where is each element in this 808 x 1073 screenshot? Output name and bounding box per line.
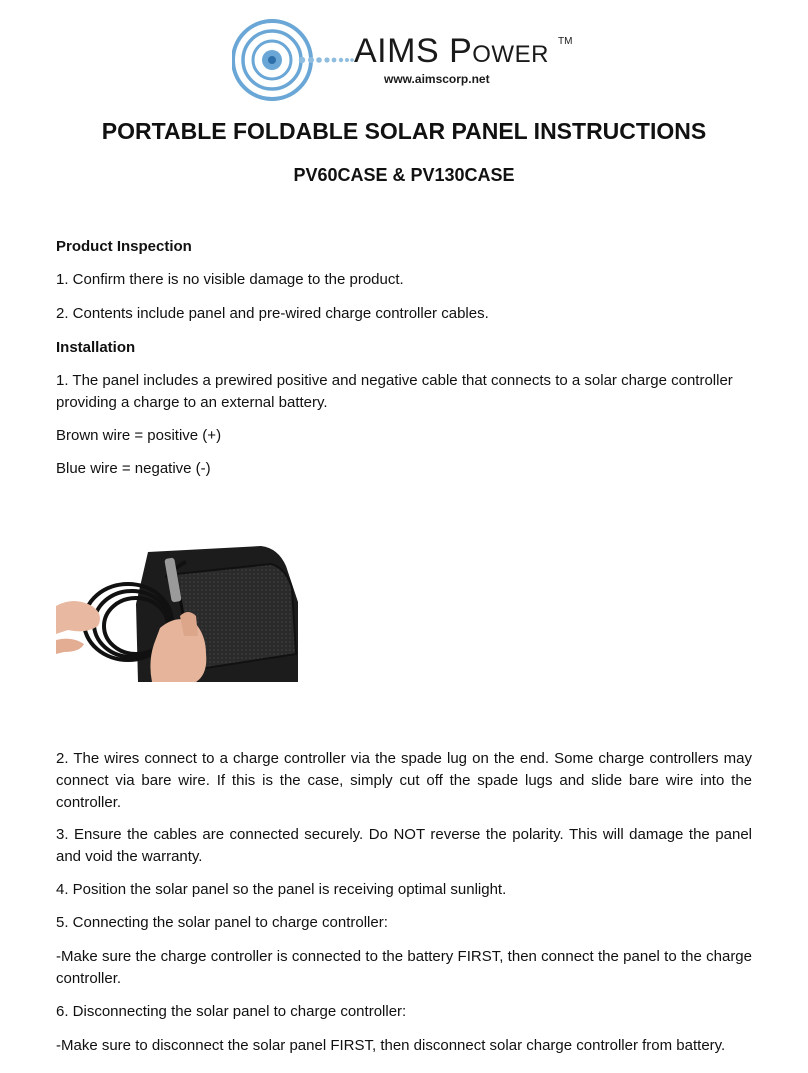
installation-item-1: 1. The panel includes a prewired positive and negative cable that connects to a solar charge controller providing a charge to an external battery. xyxy=(56,372,733,411)
installation-item-6: 6. Disconnecting the solar panel to charge controller: xyxy=(56,1003,407,1020)
page-title: PORTABLE FOLDABLE SOLAR PANEL INSTRUCTIONS xyxy=(101,118,707,144)
brown-wire-note: Brown wire = positive (+) xyxy=(56,427,222,444)
installation-item-6-note: -Make sure to disconnect the solar panel FIRST, then disconnect solar charge controller from battery. xyxy=(56,1037,726,1054)
website-url[interactable]: www.aimscorp.net xyxy=(384,72,490,86)
section-heading-installation: Installation xyxy=(56,339,136,356)
blue-wire-note: Blue wire = negative (-) xyxy=(56,460,211,477)
inspection-item-2: 2. Contents include panel and pre-wired charge controller cables. xyxy=(56,305,489,322)
solar-panel-cable-photo xyxy=(56,544,299,682)
page-subtitle: PV60CASE & PV130CASE xyxy=(293,165,515,185)
inspection-item-1: 1. Confirm there is no visible damage to the product. xyxy=(56,271,404,288)
installation-item-4: 4. Position the solar panel so the panel is receiving optimal sunlight. xyxy=(56,881,507,898)
concentric-circles-logo-icon xyxy=(232,18,362,104)
installation-item-2: 2. The wires connect to a charge controller via the spade lug on the end. Some charge controllers may connect via bare wire. If this is the case, simply cut off the spade lugs and slide bare wire into the controller. xyxy=(56,750,752,811)
installation-item-5-note: -Make sure the charge controller is connected to the battery FIRST, then connect the panel to the charge controller. xyxy=(56,948,752,987)
installation-item-5: 5. Connecting the solar panel to charge controller: xyxy=(56,914,388,931)
brand-name: AIMS Power xyxy=(354,32,549,70)
section-heading-inspection: Product Inspection xyxy=(56,238,192,255)
brand-logo xyxy=(232,18,582,104)
trademark-mark: TM xyxy=(558,36,573,47)
installation-item-3: 3. Ensure the cables are connected securely. Do NOT reverse the polarity. This will damage the panel and void the warranty. xyxy=(56,826,752,865)
